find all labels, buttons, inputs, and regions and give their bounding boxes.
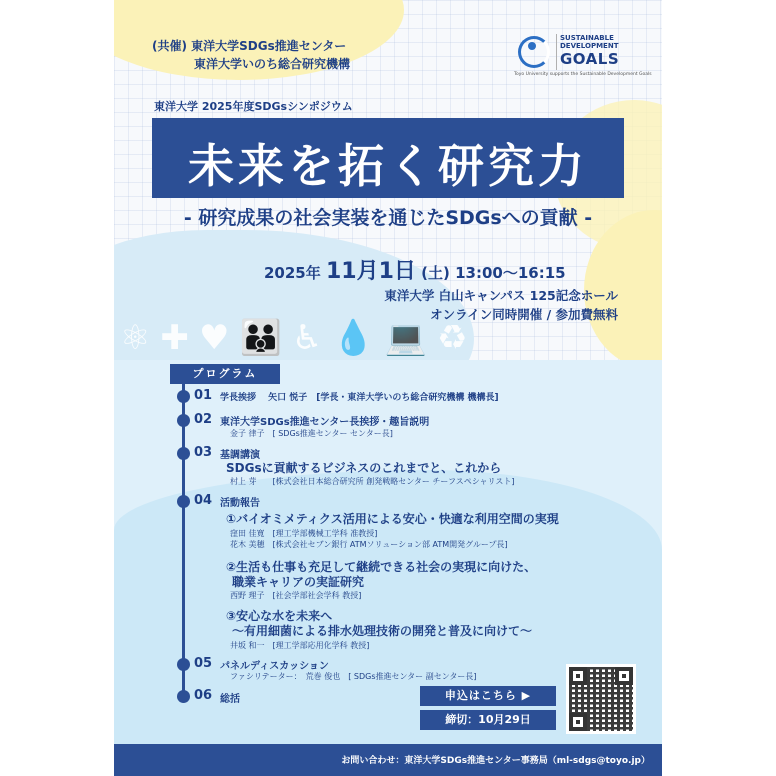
- event-subtitle: - 研究成果の社会実装を通じたSDGsへの貢献 -: [183, 207, 593, 229]
- qr-finder-icon: [615, 667, 633, 685]
- deadline-badge: 締切：10月29日: [420, 710, 556, 730]
- program-speaker: ファシリテーター： 荒巻 俊也 [ SDGs推進センター 副センター長]: [230, 672, 477, 681]
- sdg-logo: [514, 32, 652, 80]
- report-title-cont: 職業キャリアの実証研究: [232, 575, 365, 589]
- report-speaker: 西野 理子 [社会学部社会学科 教授]: [230, 591, 362, 600]
- atom-icon: ⚛: [120, 318, 161, 358]
- report-speaker: 花木 美穂 [株式会社セブン銀行 ATMソリューション部 ATM開発グループ長]: [230, 540, 508, 549]
- recycle-icon: ♻: [436, 318, 478, 358]
- timeline-dot: [177, 690, 190, 703]
- family-icon: 👪: [239, 318, 292, 358]
- report-title: ③安心な水を未来へ: [226, 609, 333, 623]
- event-datetime: [264, 254, 566, 285]
- sdg-logo-goals: GOALS: [560, 50, 620, 68]
- event-poster: [114, 0, 662, 776]
- sdg-logo-text-2: DEVELOPMENT: [560, 42, 619, 50]
- footer-bar: [114, 744, 662, 776]
- program-heading: プログラム: [170, 364, 280, 384]
- program-number: 02: [194, 412, 213, 427]
- report-speaker: 井坂 和一 [理工学部応用化学科 教授]: [230, 641, 370, 650]
- report-title: ②生活も仕事も充足して継続できる社会の実現に向けた、: [226, 560, 537, 574]
- date-year: 2025年: [264, 264, 321, 282]
- toyo-logo-dot-icon: [528, 42, 536, 50]
- title-banner: [152, 118, 624, 198]
- timeline-dot: [177, 495, 190, 508]
- program-number: 04: [194, 493, 213, 508]
- qr-finder-icon: [569, 667, 587, 685]
- date-day: 11月1日: [325, 259, 416, 284]
- event-title: 未来を拓く研究力: [188, 139, 588, 193]
- program-item-title: 活動報告: [220, 498, 260, 509]
- keynote-title: SDGsに貢献するビジネスのこれまでと、これから: [226, 461, 502, 475]
- computer-icon: 💻: [384, 318, 437, 358]
- program-number: 05: [194, 656, 213, 671]
- event-time: 13:00〜16:15: [455, 264, 566, 282]
- program-item-title: 学長挨拶 矢口 悦子 [学長・東洋大学いのち総合研究機構 機構長]: [220, 393, 499, 403]
- timeline-dot: [177, 658, 190, 671]
- symposium-series: 東洋大学 2025年度SDGsシンポジウム: [154, 100, 353, 113]
- program-number: 06: [194, 688, 213, 703]
- organizer-line-2: 東洋大学いのち総合研究機構: [194, 57, 351, 71]
- contact-info: お問い合わせ：東洋大学SDGs推進センター事務局（ml-sdgs@toyo.jp）: [341, 756, 650, 766]
- logo-divider: [556, 34, 557, 70]
- water-drop-icon: 💧: [332, 318, 385, 358]
- program-item-title: パネルディスカッション: [220, 661, 329, 672]
- program-item-title: 総括: [220, 694, 240, 705]
- sdg-logo-caption: Toyo University supports the Sustainable Development Goals: [514, 72, 652, 77]
- qr-finder-icon: [569, 713, 587, 731]
- program-speaker: 村上 芽 [株式会社日本総合研究所 創発戦略センター チーフスペシャリスト]: [230, 477, 515, 486]
- event-online-info: オンライン同時開催 / 参加費無料: [430, 307, 618, 322]
- toyo-sdg-ring-icon: [518, 36, 550, 68]
- wheelchair-icon: ♿: [291, 318, 333, 358]
- qr-code-pattern: [569, 667, 633, 731]
- sdg-logo-text-1: SUSTAINABLE: [560, 34, 614, 42]
- timeline-dot: [177, 390, 190, 403]
- date-weekday: (土): [421, 264, 450, 282]
- report-title-cont: 〜有用細菌による排水処理技術の開発と普及に向けて〜: [232, 624, 533, 638]
- program-item-title: 基調講演: [220, 450, 260, 461]
- apply-button[interactable]: 申込はこちら ▶: [420, 686, 556, 706]
- program-timeline: [182, 384, 185, 698]
- timeline-dot: [177, 447, 190, 460]
- heart-icon: ♥: [198, 318, 240, 358]
- organizer-line-1: (共催) 東洋大学SDGs推進センター: [152, 39, 347, 53]
- program-number: 01: [194, 388, 213, 403]
- report-title: ①バイオミメティクス活用による安心・快適な利用空間の実現: [226, 512, 559, 526]
- hospital-icon: ✚: [160, 318, 199, 358]
- timeline-dot: [177, 414, 190, 427]
- program-number: 03: [194, 445, 213, 460]
- event-venue: 東洋大学 白山キャンパス 125記念ホール: [384, 288, 618, 303]
- report-speaker: 窪田 佳寛 [理工学部機械工学科 准教授]: [230, 529, 378, 538]
- qr-code[interactable]: [566, 664, 636, 734]
- program-speaker: 金子 律子 [ SDGs推進センター センター長]: [230, 429, 393, 438]
- program-item-title: 東洋大学SDGs推進センター長挨拶・趣旨説明: [220, 417, 430, 428]
